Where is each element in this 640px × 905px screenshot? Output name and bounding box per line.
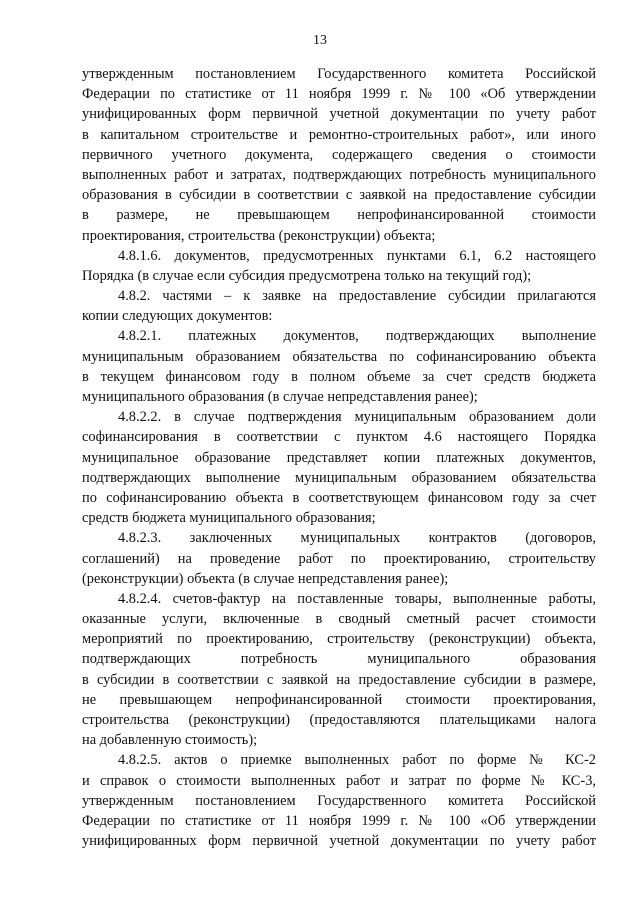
text-line: Порядка (в случае если субсидия предусмотрена только на текущий год); — [82, 267, 532, 284]
text-line: по софинансированию объекта в соответствующем финансовом году за счет — [82, 489, 596, 506]
text-line: выполненных работ и затратах, подтверждающих потребность муниципального — [82, 166, 596, 183]
text-line: муниципального образования (в случае непредставления ранее); — [82, 389, 478, 405]
text-line: Федерации по статистике от 11 ноября 1999 г. № 100 «Об утверждении — [82, 86, 596, 103]
text-line: Федерации по статистике от 11 ноября 1999 г. № 100 «Об утверждении — [82, 812, 596, 829]
text-line: на добавленную стоимость); — [82, 732, 258, 749]
text-line: и справок о стоимости выполненных работ и затрат по форме № КС-3, — [82, 772, 596, 789]
page-number: 13 — [313, 33, 327, 48]
text-line: соглашений) на проведение работ по проектированию, строительству — [82, 550, 596, 567]
text-line: муниципальное образование представляет копии платежных документов, — [82, 449, 596, 466]
text-line: копии следующих документов: — [82, 308, 273, 325]
text-line: унифицированных форм первичной учетной документации по учету работ — [82, 106, 596, 123]
text-line: строительства (реконструкции) (предоставляются плательщиками налога — [82, 712, 596, 728]
text-line: (реконструкции) объекта (в случае непредставления ранее); — [82, 570, 449, 587]
paragraph-first-line: 4.8.2.5. актов о приемке выполненных работ по форме № КС-2 — [118, 752, 596, 769]
text-line: первичного учетного документа, содержащего сведения о стоимости — [82, 146, 596, 163]
text-line: софинансирования в соответствии с пунктом 4.6 настоящего Порядка — [82, 429, 596, 446]
text-line: унифицированных форм первичной учетной документации по учету работ — [82, 833, 596, 850]
text-line: утвержденным постановлением Государственного комитета Российской — [82, 792, 596, 809]
text-line: в субсидии в соответствии с заявкой на предоставление субсидии в размере, — [82, 671, 596, 688]
paragraph-first-line: 4.8.1.6. документов, предусмотренных пунктами 6.1, 6.2 настоящего — [118, 247, 596, 264]
paragraph-first-line: 4.8.2.1. платежных документов, подтверждающих выполнение — [118, 328, 596, 345]
paragraph-first-line: 4.8.2. частями – к заявке на предоставление субсидии прилагаются — [118, 288, 596, 305]
text-line: в текущем финансовом году в полном объеме за счет средств бюджета — [82, 368, 596, 385]
paragraph-first-line: 4.8.2.2. в случае подтверждения муниципальным образованием доли — [118, 409, 596, 426]
text-line: проектирования, строительства (реконструкции) объекта; — [82, 227, 436, 244]
document-body-text — [82, 64, 596, 851]
paragraph-first-line: 4.8.2.3. заключенных муниципальных контрактов (договоров, — [118, 530, 596, 547]
paragraph-first-line: 4.8.2.4. счетов-фактур на поставленные товары, выполненные работы, — [118, 590, 596, 607]
text-line: мероприятий по проектированию, строительству (реконструкции) объекта, — [82, 631, 596, 648]
text-line: оказанные услуги, включенные в сводный сметный расчет стоимости — [82, 611, 596, 628]
text-line: утвержденным постановлением Государственного комитета Российской — [82, 66, 596, 82]
text-line: в капитальном строительстве и ремонтно-строительных работ», или иного — [82, 126, 596, 143]
text-line: образования в субсидии в соответствии с заявкой на предоставление субсидии — [82, 187, 596, 204]
text-line: средств бюджета муниципального образования; — [82, 510, 376, 527]
text-line: не превышающем непрофинансированной стоимости проектирования, — [82, 691, 596, 708]
text-line: в размере, не превышающем непрофинансированной стоимости — [82, 207, 596, 224]
text-line: муниципальным образованием обязательства по софинансированию объекта — [82, 348, 596, 365]
text-line: подтверждающих выполнение муниципальным образованием обязательства — [82, 469, 596, 486]
text-line: подтверждающих потребность муниципального образования — [82, 651, 596, 668]
